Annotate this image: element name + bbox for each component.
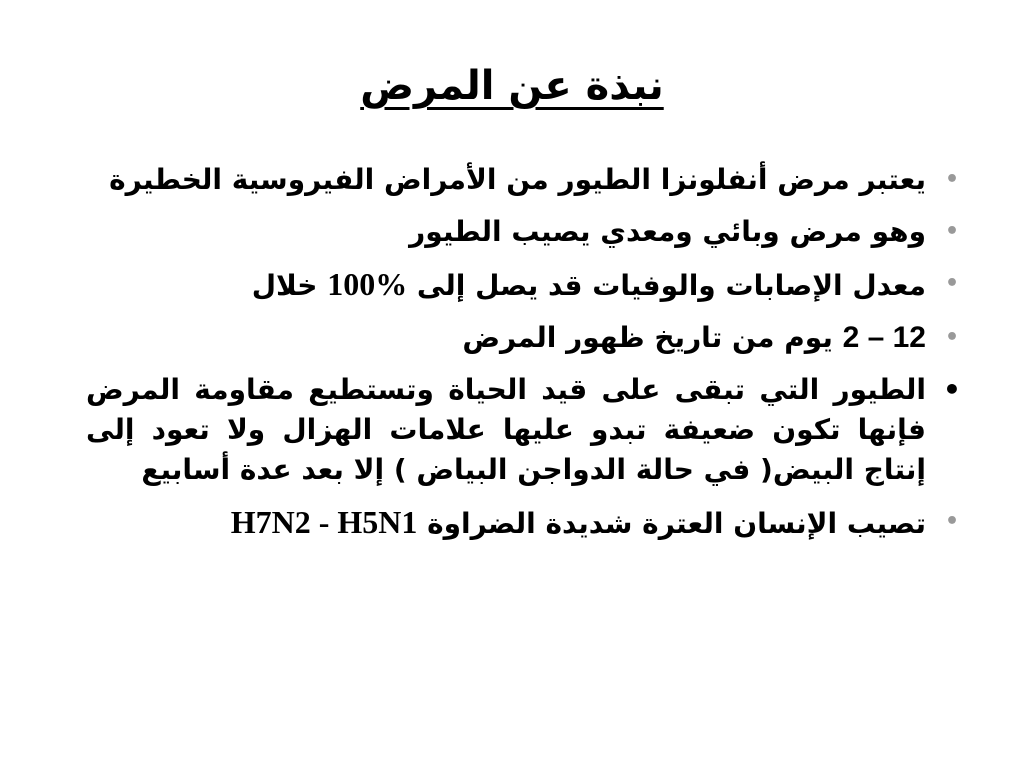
slide-title: نبذة عن المرض [360,63,664,109]
bullet-text: معدل الإصابات والوفيات قد يصل إلى [407,269,926,302]
bullet-list [86,160,966,556]
bullet-item [86,212,966,252]
bullet-item [86,318,966,358]
days-range-value: 2 – 12 [842,321,926,354]
bullet-dot-icon: • [944,509,960,534]
bullet-dot-icon: • [944,219,960,244]
bullet-dot-icon: • [943,373,961,406]
bullet-dot-icon: • [944,325,960,350]
bullet-text: يوم من تاريخ ظهور المرض [462,321,843,354]
bullet-text: يعتبر مرض أنفلونزا الطيور من الأمراض الفيروسية الخطيرة [109,163,926,196]
bullet-text: خلال [251,269,328,302]
bullet-item [86,502,966,544]
bullet-text: تصيب الإنسان العترة شديدة الضراوة [417,507,926,540]
mortality-rate-value: 100% [327,266,408,302]
bullet-item [86,264,966,306]
bullet-dot-icon: • [944,271,960,296]
bullet-text: وهو مرض وبائي ومعدي يصيب الطيور [409,215,926,248]
bullet-item [86,160,966,200]
virus-strain-value: H7N2 - H5N1 [230,504,418,540]
bullet-text: الطيور التي تبقى على قيد الحياة وتستطيع مقاومة المرض فإنها تكون ضعيفة تبدو عليها علامات الهزال ولا تعود إلى إنتاج البيض( في حالة الدواجن البياض ) إلا بعد عدة أسابيع [86,373,926,486]
bullet-dot-icon: • [944,167,960,192]
bullet-item [86,370,966,490]
